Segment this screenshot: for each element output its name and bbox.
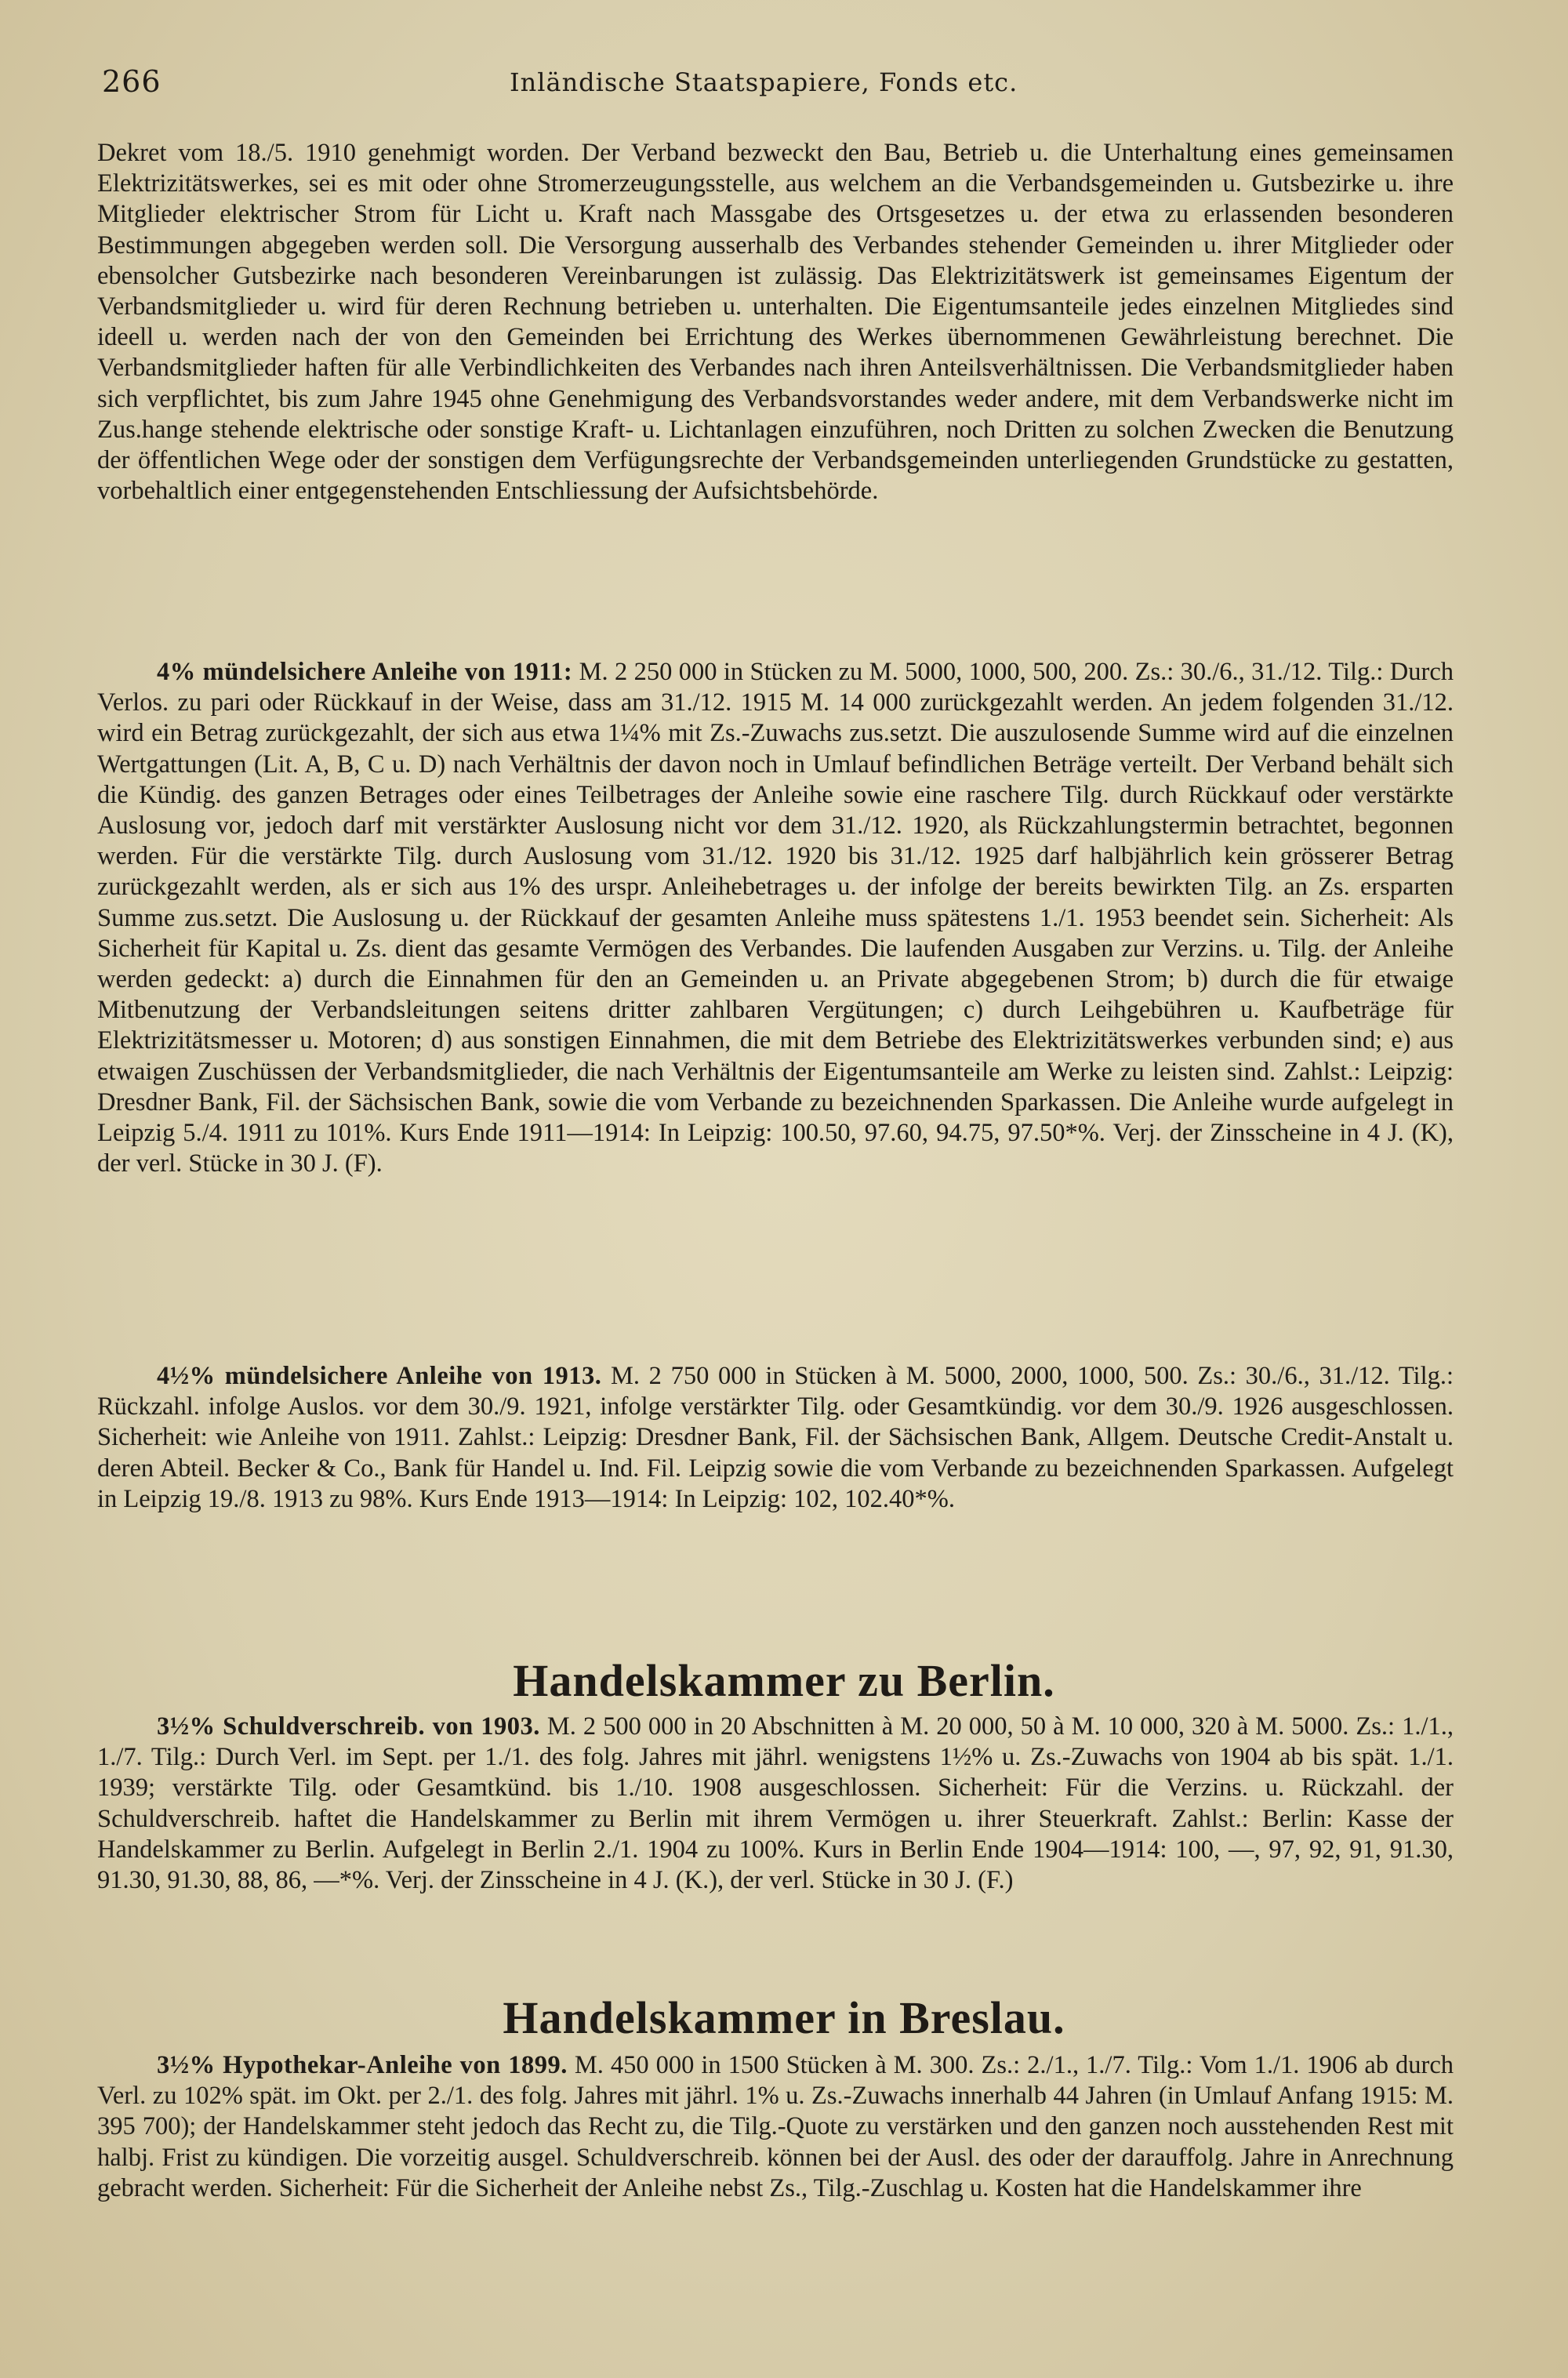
section-heading-berlin: Handelskammer zu Berlin.: [513, 1655, 1055, 1706]
berlin-paragraph: [97, 1712, 1454, 1896]
breslau-body: M. 450 000 in 1500 Stücken à M. 300. Zs.: 2./1., 1./7. Tilg.: Vom 1./1. 1906 ab durch Verl. zu 102% spät. im Okt. per 2./1. des folg. Jahres mit jährl. 1% u. Zs.-Zuwachs innerhalb 44 Jahren (in Umlauf Anfang 1915: M. 395 700); der Handelskammer steht jedoch das Recht zu, die Tilg.-Quote zu verstärken und den ganzen noch ausstehenden Rest mit halbj. Frist zu kündigen. Die vorzeitig ausgel. Schuldverschreib. können bei der Ausl. des oder der darauffolg. Jahre in Anrechnung gebracht werden. Sicherheit: Für die Sicherheit der Anleihe nebst Zs., Tilg.-Zuschlag u. Kosten hat die Handelskammer ihre: [97, 2051, 1454, 2202]
loan-1913-body: M. 2 750 000 in Stücken à M. 5000, 2000, 1000, 500. Zs.: 30./6., 31./12. Tilg.: Rückzahl. infolge Auslos. vor dem 30./9. 1921, infolge verstärkter Tilg. oder Gesamtkündig. vor dem 30./9. 1926 ausgeschlossen. Sicherheit: wie Anleihe von 1911. Zahlst.: Leipzig: Dresdner Bank, Fil. der Sächsischen Bank, Allgem. Deutsche Credit-Anstalt u. deren Abteil. Becker & Co., Bank für Handel u. Ind. Fil. Leipzig sowie die vom Verbande zu bezeichnenden Sparkassen. Aufgelegt in Leipzig 19./8. 1913 zu 98%. Kurs Ende 1913—1914: In Leipzig: 102, 102.40*%.: [97, 1362, 1454, 1513]
intro-text: Dekret vom 18./5. 1910 genehmigt worden. Der Verband bezweckt den Bau, Betrieb u. die Unterhaltung eines gemeinsamen Elektrizitätswerkes, sei es mit oder ohne Stromerzeugungsstelle, aus welchem an die Verbandsgemeinden u. Gutsbezirke u. ihre Mitglieder elektrischer Strom für Licht u. Kraft nach Massgabe des Ortsgesetzes u. der etwa zu erlassenden besonderen Bestimmungen abgegeben werden soll. Die Versorgung ausserhalb des Verbandes stehender Gemeinden u. ihrer Mitglieder oder ebensolcher Gutsbezirke nach besonderen Vereinbarungen ist zulässig. Das Elektrizitätswerk ist gemeinsames Eigentum der Verbandsmitglieder u. wird für deren Rechnung betrieben u. unterhalten. Die Eigentumsanteile jedes einzelnen Mitgliedes sind ideell u. werden nach der von den Gemeinden bei Errichtung des Werkes übernommenen Gewährleistung berechnet. Die Verbandsmitglieder haften für alle Verbindlichkeiten des Verbandes nach ihren Anteilsverhältnissen. Die Verbandsmitglieder haben sich verpflichtet, bis zum Jahre 1945 ohne Genehmigung des Verbandsvorstandes weder andere, mit dem Verbandswerke nicht im Zus.hange stehende elektrische oder sonstige Kraft- u. Lichtanlagen einzuführen, noch Dritten zu solchen Zwecken die Benutzung der öffentlichen Wege oder der sonstigen dem Verfügungsrechte der Verbandsgemeinden unterliegenden Grundstücke zu gestatten, vorbehaltlich einer entgegenstehenden Entschliessung der Aufsichtsbehörde.: [97, 139, 1454, 506]
intro-paragraph: [97, 138, 1454, 506]
loan-1913-title: 4½% mündelsichere Anleihe von 1913.: [157, 1362, 602, 1390]
loan-1911-paragraph: [97, 657, 1454, 1179]
running-title: Inländische Staatspapiere, Fonds etc.: [510, 67, 1018, 97]
loan-1911-title: 4% mündelsichere Anleihe von 1911:: [157, 658, 573, 686]
breslau-paragraph: [97, 2050, 1454, 2204]
page-header: [94, 64, 1458, 111]
loan-1913-paragraph: [97, 1361, 1454, 1515]
berlin-title: 3½% Schuldverschreib. von 1903.: [157, 1712, 540, 1741]
breslau-title: 3½% Hypothekar-Anleihe von 1899.: [157, 2051, 568, 2079]
section-heading-breslau: Handelskammer in Breslau.: [503, 1992, 1065, 2043]
page-number: 266: [102, 64, 162, 99]
berlin-body: M. 2 500 000 in 20 Abschnitten à M. 20 000, 50 à M. 10 000, 320 à M. 5000. Zs.: 1./1., 1./7. Tilg.: Durch Verl. im Sept. per 1./1. des folg. Jahres mit jährl. wenigstens 1½% u. Zs.-Zuwachs von 1904 ab bis spät. 1./1. 1939; verstärkte Tilg. oder Gesamtkünd. bis 1./10. 1908 ausgeschlossen. Sicherheit: Für die Verzins. u. Rückzahl. der Schuldverschreib. haftet die Handelskammer zu Berlin mit ihrem Vermögen u. ihrer Steuerkraft. Zahlst.: Berlin: Kasse der Handelskammer zu Berlin. Aufgelegt in Berlin 2./1. 1904 zu 100%. Kurs in Berlin Ende 1904—1914: 100, —, 97, 92, 91, 91.30, 91.30, 91.30, 88, 86, —*%. Verj. der Zinsscheine in 4 J. (K.), der verl. Stücke in 30 J. (F.): [97, 1712, 1454, 1895]
loan-1911-body: M. 2 250 000 in Stücken zu M. 5000, 1000, 500, 200. Zs.: 30./6., 31./12. Tilg.: Durch Verlos. zu pari oder Rückkauf in der Weise, dass am 31./12. 1915 M. 14 000 zurückgezahlt werden. An jedem folgenden 31./12. wird ein Betrag zurückgezahlt, der sich aus etwa 1¼% mit Zs.-Zuwachs zus.setzt. Die auszulosende Summe wird auf die einzelnen Wertgattungen (Lit. A, B, C u. D) nach Verhältnis der davon noch in Umlauf befindlichen Beträge verteilt. Der Verband behält sich die Kündig. des ganzen Betrages oder eines Teilbetrages der Anleihe sowie eine raschere Tilg. durch Rückkauf oder verstärkte Auslosung vor, jedoch darf mit verstärkter Auslosung nicht vor dem 31./12. 1920, als Rückzahlungstermin betrachtet, begonnen werden. Für die verstärkte Tilg. durch Auslosung vom 31./12. 1920 bis 31./12. 1925 darf halbjährlich kein grösserer Betrag zurückgezahlt werden, als er sich aus 1% des urspr. Anleihebetrages u. der infolge der bereits bewirkten Tilg. an Zs. ersparten Summe zus.setzt. Die Auslosung u. der Rückkauf der gesamten Anleihe muss spätestens 1./1. 1953 beendet sein. Sicherheit: Als Sicherheit für Kapital u. Zs. dient das gesamte Vermögen des Verbandes. Die laufenden Ausgaben zur Verzins. u. Tilg. der Anleihe werden gedeckt: a) durch die Einnahmen für den an Gemeinden u. an Private abgegebenen Strom; b) durch die für etwaige Mitbenutzung der Verbandsleitungen seitens dritter zahlbaren Vergütungen; c) durch Leihgebühren u. Kaufbeträge für Elektrizitätsmesser u. Motoren; d) aus sonstigen Einnahmen, die mit dem Betriebe des Elektrizitätswerkes verbunden sind; e) aus etwaigen Zuschüssen der Verbandsmitglieder, die nach Verhältnis der Eigentumsanteile am Werke zu leisten sind. Zahlst.: Leipzig: Dresdner Bank, Fil. der Sächsischen Bank, sowie die vom Verbande zu bezeichnenden Sparkassen. Die Anleihe wurde aufgelegt in Leipzig 5./4. 1911 zu 101%. Kurs Ende 1911—1914: In Leipzig: 100.50, 97.60, 94.75, 97.50*%. Verj. der Zinsscheine in 4 J. (K), der verl. Stücke in 30 J. (F).: [97, 658, 1454, 1178]
